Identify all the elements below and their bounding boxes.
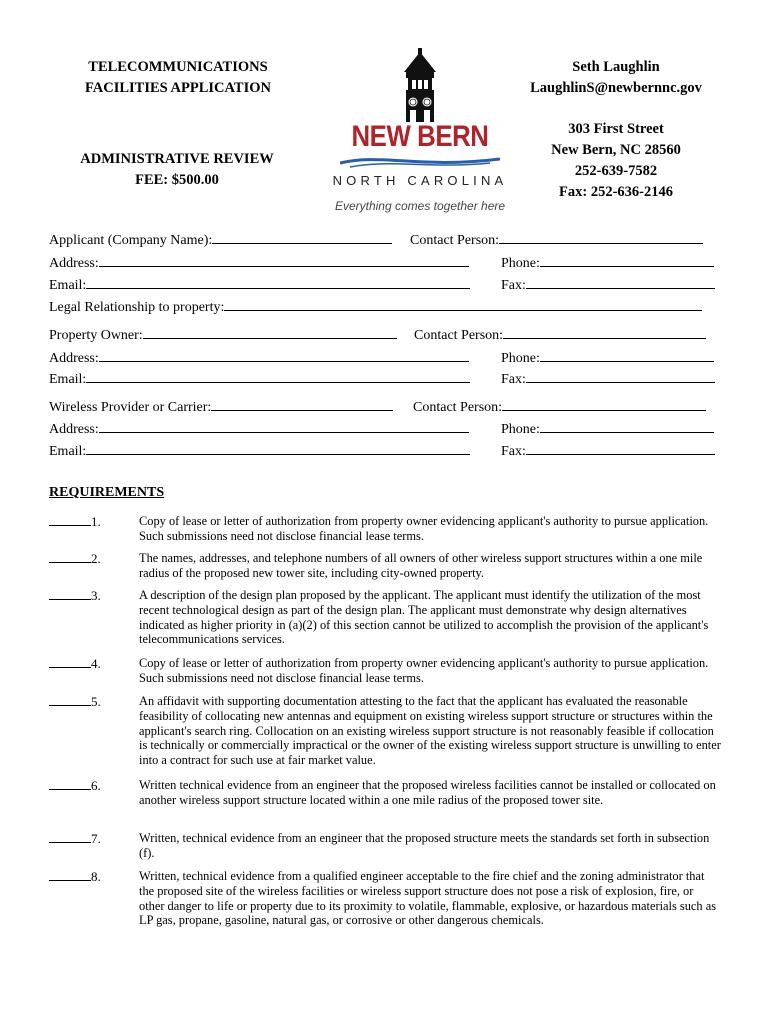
applicant-fax-line[interactable] (526, 275, 715, 289)
owner-address-label: Address: (49, 351, 99, 366)
fee-label: FEE: $500.00 (135, 172, 219, 188)
owner-address-field[interactable] (49, 348, 469, 368)
provider-field[interactable] (49, 397, 393, 417)
provider-line[interactable] (211, 397, 393, 411)
requirement-number: 6. (91, 778, 101, 793)
applicant-contact-line[interactable] (499, 230, 703, 244)
address-block (506, 119, 726, 203)
office-phone: 252-639-7582 (574, 163, 658, 179)
applicant-email-field[interactable] (49, 275, 470, 295)
provider-phone-field[interactable] (501, 419, 714, 439)
requirement-number: 4. (91, 656, 101, 671)
provider-contact-field[interactable] (413, 397, 706, 417)
applicant-address-field[interactable] (49, 253, 469, 273)
provider-fax-field[interactable] (501, 441, 715, 461)
requirement-text: Copy of lease or letter of authorization from property owner evidencing applicant's authority to pursue application. Such submissions need not disclose financial lease terms. (139, 656, 709, 685)
applicant-fax-label: Fax: (501, 278, 526, 293)
owner-email-field[interactable] (49, 369, 470, 389)
applicant-email-label: Email: (49, 278, 87, 293)
legal-relationship-label: Legal Relationship to property: (49, 300, 225, 315)
logo-wave-icon (340, 155, 500, 169)
requirements-heading: REQUIREMENTS (49, 485, 165, 500)
owner-fax-label: Fax: (501, 372, 526, 387)
form-title-line2: FACILITIES APPLICATION (85, 80, 271, 96)
applicant-address-line[interactable] (99, 253, 469, 267)
requirement-number: 8. (91, 869, 101, 884)
logo-state: NORTH CAROLINA (332, 173, 508, 188)
provider-phone-line[interactable] (540, 419, 714, 433)
owner-contact-line[interactable] (503, 325, 706, 339)
contact-block (506, 57, 726, 99)
clock-tower-icon (388, 48, 452, 122)
owner-contact-label: Contact Person: (414, 328, 504, 343)
logo-city: NEW BERN (351, 120, 489, 153)
owner-address-line[interactable] (99, 348, 469, 362)
logo-tagline: Everything comes together here (334, 199, 506, 213)
owner-phone-line[interactable] (540, 348, 714, 362)
requirement-text: A description of the design plan proposed by the applicant. The applicant must identify the utilization of the most recent technological design as part of the design plan. The applicant must demonstrate why design alternatives indicated as higher priority in (a)(2) of this section cannot be utilized to accomplish the provision of the applicant's telecommunications services. (139, 588, 709, 647)
address-city: New Bern, NC 28560 (551, 142, 681, 158)
provider-address-label: Address: (49, 422, 99, 437)
requirement-text: Copy of lease or letter of authorization from property owner evidencing applicant's authority to pursue application. Such submissions need not disclose financial lease terms. (139, 514, 709, 543)
applicant-phone-label: Phone: (501, 256, 540, 271)
legal-relationship-line[interactable] (224, 297, 702, 311)
requirement-number: 7. (91, 831, 101, 846)
address-street: 303 First Street (568, 121, 664, 137)
requirement-checkline[interactable] (49, 694, 101, 710)
provider-contact-label: Contact Person: (413, 400, 503, 415)
applicant-email-line[interactable] (86, 275, 470, 289)
applicant-company-field[interactable] (49, 230, 392, 250)
legal-relationship-field[interactable] (49, 297, 702, 317)
provider-email-field[interactable] (49, 441, 470, 461)
provider-email-label: Email: (49, 444, 87, 459)
requirement-checkline[interactable] (49, 588, 101, 604)
office-fax: Fax: 252-636-2146 (559, 184, 673, 200)
requirement-checkline[interactable] (49, 831, 101, 847)
requirement-text: Written, technical evidence from an engineer that the proposed structure meets the standards set forth in subsection (f). (139, 831, 710, 860)
provider-contact-line[interactable] (502, 397, 706, 411)
provider-fax-label: Fax: (501, 444, 526, 459)
owner-label: Property Owner: (49, 328, 143, 343)
form-title (60, 57, 296, 99)
applicant-phone-line[interactable] (540, 253, 714, 267)
applicant-company-label: Applicant (Company Name): (49, 233, 213, 248)
provider-label: Wireless Provider or Carrier: (49, 400, 212, 415)
requirement-number: 5. (91, 694, 101, 709)
review-label: ADMINISTRATIVE REVIEW (80, 151, 274, 167)
provider-address-line[interactable] (99, 419, 469, 433)
contact-email[interactable]: LaughlinS@newbernnc.gov (530, 80, 702, 96)
provider-fax-line[interactable] (526, 441, 715, 455)
requirement-checkline[interactable] (49, 656, 101, 672)
requirement-number: 2. (91, 551, 101, 566)
requirement-text: Written technical evidence from an engineer that the proposed wireless facilities cannot be installed or collocated on another wireless support structure located within a one mile radius of the proposed tower site. (139, 778, 716, 807)
requirement-text: An affidavit with supporting documentation attesting to the fact that the applicant has evaluated the reasonable feasibility of collocating new antennas and equipment on existing wireless support structure or structures within the applicant's search ring. Collocation on an existing wireless support structure is not reasonably feasible if collocation is technically or commercially impractical or the owner of the existing wireless support structure is unwilling to enter into a contract for such use at fair market value. (139, 694, 721, 768)
owner-fax-field[interactable] (501, 369, 715, 389)
applicant-phone-field[interactable] (501, 253, 714, 273)
owner-email-label: Email: (49, 372, 87, 387)
review-fee (54, 149, 300, 191)
requirement-checkline[interactable] (49, 778, 101, 794)
requirement-checkline[interactable] (49, 514, 101, 530)
requirement-checkline[interactable] (49, 551, 101, 567)
owner-line[interactable] (143, 325, 397, 339)
provider-phone-label: Phone: (501, 422, 540, 437)
requirement-number: 3. (91, 588, 101, 603)
provider-address-field[interactable] (49, 419, 469, 439)
owner-phone-label: Phone: (501, 351, 540, 366)
requirement-text: The names, addresses, and telephone numbers of all owners of other wireless support structures within a one mile radius of the proposed new tower site, including city-owned property. (139, 551, 703, 580)
applicant-company-line[interactable] (212, 230, 392, 244)
requirement-number: 1. (91, 514, 101, 529)
provider-email-line[interactable] (86, 441, 470, 455)
owner-phone-field[interactable] (501, 348, 714, 368)
applicant-fax-field[interactable] (501, 275, 715, 295)
applicant-contact-field[interactable] (410, 230, 703, 250)
applicant-contact-label: Contact Person: (410, 233, 500, 248)
owner-fax-line[interactable] (526, 369, 715, 383)
owner-contact-field[interactable] (414, 325, 706, 345)
owner-field[interactable] (49, 325, 397, 345)
contact-name: Seth Laughlin (572, 59, 660, 75)
requirement-text: Written, technical evidence from a qualified engineer acceptable to the fire chief and the zoning administrator that the proposed site of the wireless facilities or wireless support structure does not pose a risk of explosion, fire, or other danger to life or property due to its proximity to volatile, flammable, explosive, or hazardous materials such as LP gas, propane, gasoline, natural gas, or corrosive or other dangerous chemicals. (139, 869, 717, 928)
requirement-checkline[interactable] (49, 869, 101, 885)
form-title-line1: TELECOMMUNICATIONS (88, 59, 268, 75)
owner-email-line[interactable] (86, 369, 470, 383)
applicant-address-label: Address: (49, 256, 99, 271)
